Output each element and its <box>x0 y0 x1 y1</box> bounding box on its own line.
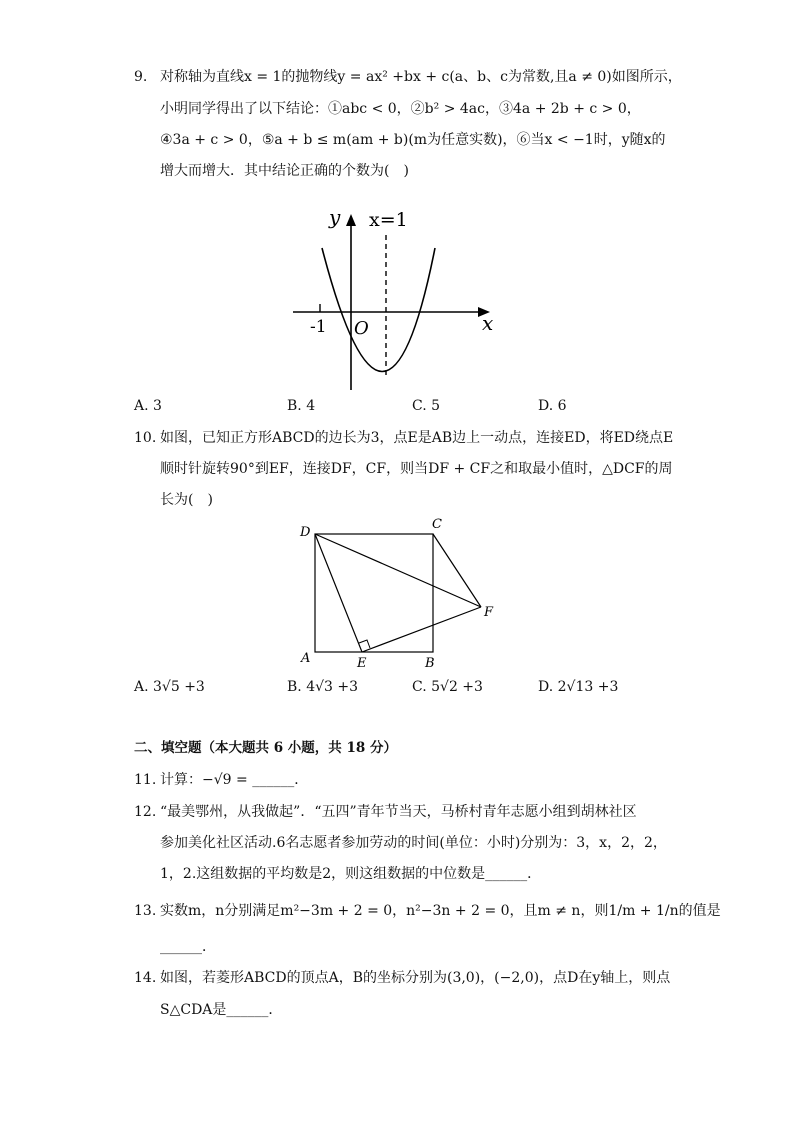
q10-label-d: D <box>300 525 311 540</box>
q9-option-d: D. 6 <box>538 398 567 414</box>
q14-number: 14. <box>134 970 157 986</box>
q10-label-c: C <box>432 517 442 532</box>
q10-number: 10. <box>134 430 157 446</box>
q9-text-line1: 对称轴为直线x = 1的抛物线y = ax² +bx + c(a、b、c为常数,且a ≠ 0)如图所示， <box>160 69 682 85</box>
q12-text-line2: 参加美化社区活动.6名志愿者参加劳动的时间(单位：小时)分别为：3，x，2，2， <box>160 835 667 851</box>
q14-text-line1: 如图，若菱形ABCD的顶点A，B的坐标分别为(3,0)，(−2,0)，点D在y轴上，则点 <box>160 970 671 986</box>
q13-text-line1: 实数m，n分别满足m²−3m + 2 = 0，n²−3n + 2 = 0，且m ≠ n，则1/m + 1/n的值是 <box>160 903 721 919</box>
q9-graph-axis-label: x=1 <box>369 209 408 231</box>
q12-text-line1: “最美鄂州，从我做起”．“五四”青年节当天，马桥村青年志愿小组到胡林社区 <box>160 804 637 820</box>
q10-label-e: E <box>357 656 367 670</box>
q10-label-b: B <box>425 656 435 670</box>
q9-option-b: B. 4 <box>287 398 316 414</box>
q9-option-a: A. 3 <box>134 398 162 414</box>
q9-graph-origin: O <box>354 318 369 339</box>
q10-option-d: D. 2√13 +3 <box>538 679 619 695</box>
q9-graph-y-label: y <box>329 205 341 229</box>
q11-text-line1: 计算：−√9 = ______． <box>160 772 309 788</box>
q9-graph-minus-one: -1 <box>310 317 327 337</box>
q14-text-line2: S△CDA是______． <box>160 1002 283 1018</box>
q10-label-a: A <box>301 651 311 666</box>
q9-number: 9. <box>134 69 148 85</box>
q10-square-figure <box>295 515 505 670</box>
q9-text-line4: 增大而增大．其中结论正确的个数为( ) <box>160 163 409 179</box>
q12-number: 12. <box>134 804 157 820</box>
q10-text-line2: 顺时针旋转90°到EF，连接DF，CF，则当DF + CF之和取最小值时，△DCF的周 <box>160 461 673 477</box>
q10-text-line1: 如图，已知正方形ABCD的边长为3，点E是AB边上一动点，连接ED，将ED绕点E <box>160 430 674 446</box>
q9-parabola-graph <box>285 200 500 395</box>
q12-text-line3: 1，2.这组数据的平均数是2，则这组数据的中位数是______． <box>160 866 542 882</box>
q10-option-c: C. 5√2 +3 <box>412 679 483 695</box>
q11-number: 11. <box>134 772 157 788</box>
q10-text-line3: 长为( ) <box>160 492 213 508</box>
section-fill-in-heading: 二、填空题（本大题共 6 小题，共 18 分） <box>134 740 397 756</box>
q10-label-f: F <box>484 605 494 620</box>
q9-graph-x-label: x <box>482 311 494 335</box>
q13-number: 13. <box>134 903 157 919</box>
q9-option-c: C. 5 <box>412 398 441 414</box>
q9-text-line2: 小明同学得出了以下结论：①abc < 0，②b² > 4ac，③4a + 2b + c > 0， <box>160 101 641 117</box>
q10-option-b: B. 4√3 +3 <box>287 679 359 695</box>
q9-text-line3: ④3a + c > 0，⑤a + b ≤ m(am + b)(m为任意实数)，⑥当x < −1时，y随x的 <box>160 132 666 148</box>
q13-text-line2: ______． <box>160 939 216 955</box>
q10-option-a: A. 3√5 +3 <box>134 679 205 695</box>
